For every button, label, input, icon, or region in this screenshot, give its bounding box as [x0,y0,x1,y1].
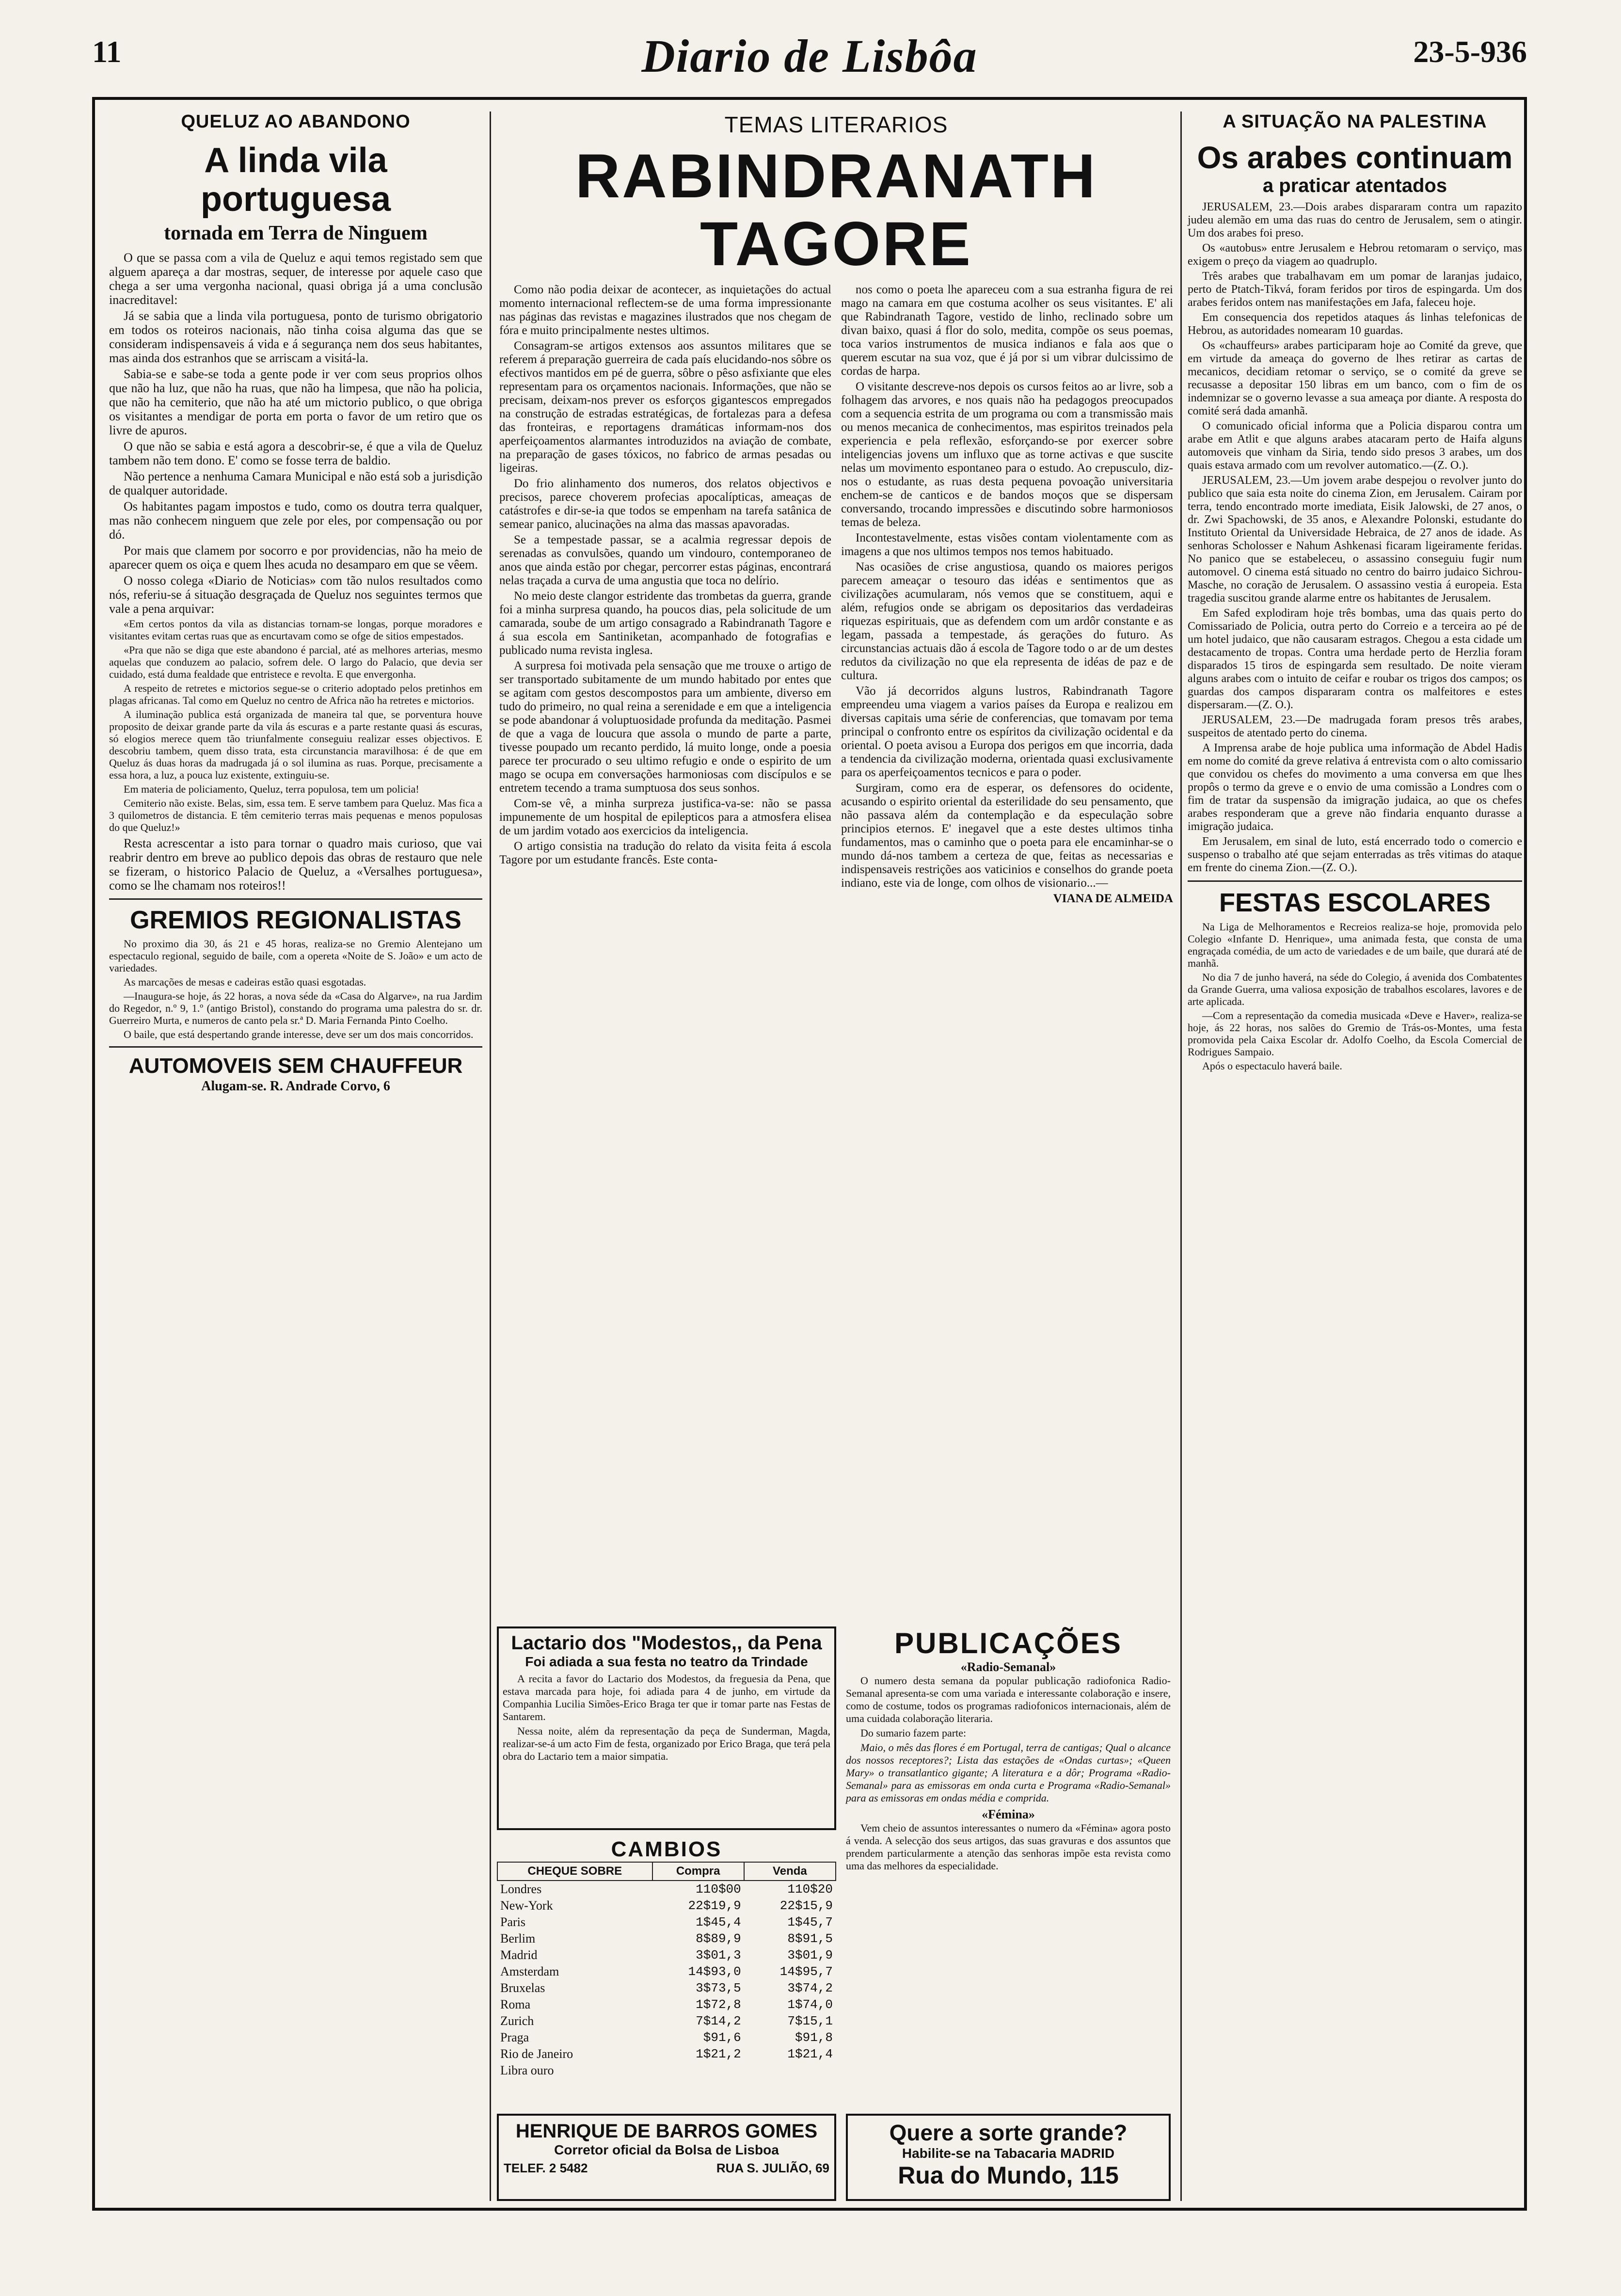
article-subheadline: tornada em Terra de Ninguem [164,222,428,244]
currency-name: Berlim [500,1931,536,1945]
currency-name: Rio de Janeiro [500,2047,573,2061]
paragraph: Consagram-se artigos extensos aos assuntos militares que se referem á preparação guerreira de cada país elucidando-nos sôbre os efectivos mantidos em pé de guerra, sôbre o pêso asfixiante que eles representam para os orçamentos nacionais. Informações, que não se precisam, deixam-nos prever os esforços gigantescos empregados na construção de estradas estratégicas, de fortalezas para a defesa das fronteiras, e reportagens dramáticas informam-nos dos aperfeiçoamentos alarmantes introduzidos na aviação de combate, na preparação de gases tóxicos, no fabrico de armas pesadas ou ligeiras. [499,339,831,475]
paragraph: Incontestavelmente, estas visões contam violentamente com as imagens a que nos ultimos tempos nos temos habituado. [841,531,1173,558]
paragraph: O artigo consistia na tradução do relato da visita feita á escola Tagore por um estudante francês. Este conta- [499,840,831,866]
article-column-2 [841,283,1173,908]
buy-rate: 1$72,8 [696,1997,741,2012]
buy-rate: 3$73,5 [696,1981,741,1995]
paragraph: Nas ocasiões de crise angustiosa, quando os maiores perigos parecem ameaçar o tesouro das idéas e sentimentos que as civilizações acumularam, nós vemos que se constituem, aqui e além, refugios onde se abrigam os depositarios das verdadeiras riquezas espirituais, que as defendem com um ardôr constante e as legam, passada a tempestade, ás gerações do futuro. As circunstancias actuais dão á escola de Tagore todo o ar de um destes redutos da civilização no que ela representa de idéas de paz e de cultura. [841,560,1173,682]
quote-paragraph: «Pra que não se diga que este abandono é parcial, até as melhores arterias, mesmo aquelas que conduzem ao palacio, sofrem dele. O largo do Palacio, que devia ser cuidado, está duma fealdade que entristece e revolta. E que envergonha. [109,644,482,680]
table-row [497,1963,836,1980]
lactario-subheadline: Foi adiada a sua festa no teatro da Trindade [525,1654,808,1669]
sell-rate: 14$95,7 [779,1964,833,1979]
table-row [497,2046,836,2062]
table-row [497,1947,836,1963]
sell-rate: 8$91,5 [787,1931,833,1946]
palestina-article [1188,112,1522,1074]
article-column-1 [499,283,831,908]
paragraph: A surpresa foi motivada pela sensação que me trouxe o artigo de ser transportado subitamente de um mundo habitado por entes que se agitam com gestos descompostos para um ambiente, diverso em tudo do primeiro, no qual reina a serenidade e em que a inteligencia se pode abandonar á voluptuosidade profunda da meditação. Pasmei de que a vaga de loucura que assola o mundo de parte a parte, tivesse poupado um recanto perdido, lá muito longe, onde a poesia parece ter procurado o seu ultimo refugio e onde o espirito de um mago se ocupa em conversações harmoniosas com discípulos e se entretem tecendo a trama sumptuosa dos seus sonhos. [499,659,831,795]
paragraph: Como não podia deixar de acontecer, as inquietações do actual momento internacional reflectem-se de uma forma impressionante nas páginas das revistas e magazines ilustrados que nos chegam de fóra e muito principalmente nestes ultimos. [499,283,831,337]
article-kicker: A SITUAÇÃO NA PALESTINA [1223,112,1487,132]
table-row [497,1914,836,1930]
quote-paragraph: Em materia de policiamento, Queluz, terra populosa, tem um policia! [124,783,419,795]
article-body [1188,201,1522,875]
masthead [92,29,1527,87]
barros-gomes-ad [497,2114,836,2201]
sell-rate: $91,8 [795,2030,833,2045]
sell-rate [744,2062,836,2079]
section-divider [109,1046,482,1048]
buy-rate: 110$00 [696,1882,741,1897]
currency-name: Madrid [500,1948,538,1962]
issue-date: 23-5-936 [1413,34,1527,69]
gremios-body [109,938,482,1040]
lottery-ad-line: Habilite-se na Tabacaria MADRID [902,2146,1115,2161]
article-quote [109,618,482,833]
column-rule [1180,112,1182,2201]
newspaper-title: Diario de Lisbôa [641,30,978,82]
paragraph: A recita a favor do Lactario dos Modestos, da freguesia da Pena, que estava marcada para hoje, foi adiada para 4 de junho, em virtude da Companhia Lucilia Simões-Erico Braga ter que ir tomar parte nas Festas de Santarem. [503,1673,830,1722]
sell-rate: 1$45,7 [787,1915,833,1929]
cambios-table [497,1862,836,2079]
paragraph: Vão já decorridos alguns lustros, Rabindranath Tagore empreendeu uma viagem a varios países da Europa e realizou em diversas capitais uma série de conferencias, que tomavam por tema principal o confronto entre os espíritos da civilização ocidental e da oriental. O poeta avisou a Europa dos perigos em que incorria, dada a tendencia da civilização moderna, orientada quasi exclusivamente para os aperfeiçoamentos tecnicos e para o poder. [841,685,1173,779]
lactario-body [503,1673,830,1763]
table-row [497,2013,836,2029]
broker-address: RUA S. JULIÃO, 69 [716,2161,829,2175]
paragraph: Os «autobus» entre Jerusalem e Hebrou retomaram o serviço, mas exigem o preço da viagem ao quadruplo. [1188,242,1522,268]
article-author: VIANA DE ALMEIDA [1053,892,1173,905]
quote-paragraph: A iluminação publica está organizada de maneira tal que, se porventura houve proposito de deixar grande parte da vila ás escuras e a parte restante quasi ás escuras, só elogios merece quem tão triunfalmente conseguiu realizar esses objectivos. E descobriu tambem, quem disso trata, esta circunstancia maravilhosa: é de que em Queluz ás duas horas da madrugada já o sol ilumina as ruas. Porque, precisamente a essa hora, a luz, a pouca luz existente, extinguiu-se. [109,708,482,781]
radio-semanal-subhead: «Radio-Semanal» [960,1660,1056,1674]
article-closing [109,836,482,893]
table-row [497,1980,836,1996]
sell-rate: 1$74,0 [787,1997,833,2012]
paragraph: O visitante descreve-nos depois os cursos feitos ao ar livre, sob a folhagem das arvores, e nos quais não ha pedagogos preocupados com a sequencia estrita de um programa ou com a transmissão mais ou menos mecanica de conhecimentos, mas espiritos treinados pela experiencia e pela reflexão, esforçando-se por exercer sobre inteligencias jovens um influxo que as torne activas e que suscite nelas um movimento espontaneo para o estudo. Ao crepusculo, diz-nos o estudante, as ruas desta pequena povoação universitaria enchem-se de canticos e de bandos moços que se dispersam conversando, trocando impressões e discutindo sobre harmoniosos temas de beleza. [841,380,1173,529]
column-header: Venda [744,1862,836,1881]
paragraph: O nosso colega «Diario de Noticias» com tão nulos resultados como nós, referiu-se á situação desgraçada de Queluz nos seguintes termos que vale a pena arquivar: [109,574,482,616]
currency-name: Roma [500,1997,531,2011]
table-row [497,2029,836,2046]
sell-rate: 110$20 [787,1882,833,1897]
paragraph: JERUSALEM, 23.—Um jovem arabe despejou o revolver junto do publico que saia esta noite do cinema Zion, em Jerusalem. Cairam por terra, tendo encontrado morte imediata, Eisik Jalowski, de 27 anos, o dr. Zwi Spachowski, de 35 anos, e Alexandre Polonski, estudante do Instituto Oriental da Universidade Hebraica, de 27 anos de idade. As senhoras Scholosser e Nahum Ashkenasi ficaram ligeiramente feridas. No panico que se estabeleceu, o assassino conseguiu fugir num automovel. O cinema está situado no centro do bairro judaico Sichrou-Masche, no coração de Jerusalem. O assassino vestia á europeia. Esta tragedia suscitou grande alarme entre os habitantes de Jerusalem. [1188,474,1522,605]
paragraph: Do sumario fazem parte: [860,1727,967,1739]
buy-rate: 7$14,2 [696,2014,741,2028]
article-headline: Os arabes continuam [1197,140,1513,175]
page-number: 11 [92,34,122,69]
article-kicker: QUELUZ AO ABANDONO [181,112,411,132]
broker-name: HENRIQUE DE BARROS GOMES [515,2121,818,2142]
festas-headline: FESTAS ESCOLARES [1219,888,1491,917]
buy-rate: 8$89,9 [696,1931,741,1946]
cambios-headline: CAMBIOS [611,1837,722,1861]
gremios-headline: GREMIOS REGIONALISTAS [130,906,461,934]
paragraph: JERUSALEM, 23.—Dois arabes dispararam contra um rapazito judeu alemão em uma das ruas do centro de Jerusalem, sem o atingir. Um dos arabes foi preso. [1188,201,1522,239]
paragraph: —Com a representação da comedia musicada «Deve e Haver», realiza-se hoje, ás 22 horas, nos salões do Gremio de Trás-os-Montes, uma festa promovida pela Caixa Escolar dr. Adolfo Coelho, da Escola Comercial de Rodrigues Sampaio. [1188,1009,1522,1058]
lottery-ad-headline: Quere a sorte grande? [889,2120,1128,2145]
cambios-table-block [497,1837,836,2079]
tagore-article [499,112,1173,908]
paragraph: Se a tempestade passar, se a acalmia regressar depois de serenadas as convulsões, quando um vindouro, contemporaneo de anos que ainda estão por chegar, percorrer estas páginas, encontrará nelas traçada a curva de uma angustia que toca no delírio. [499,533,831,587]
currency-name: Libra ouro [500,2063,554,2077]
paragraph: Surgiram, como era de esperar, os defensores do ocidente, acusando o espirito oriental da esterilidade do seu pensamento, que não passava além da contemplação e da especulação sobre principios eternos. E' inegavel que a este destes ultimos tinha fundamentos, mas o caminho que o poeta para ele encaminhar-se o mundo dá-nos tambem a certeza de que, feitas as necessarias e indispensaveis restrições aos vaticinios e conselhos do grande poeta indiano, este via de longe, com olhos de visionario...— [841,781,1173,890]
paragraph: No meio deste clangor estridente das trombetas da guerra, grande foi a minha surpresa quando, ha poucos dias, pela solicitude de um camarada, soube de um artigo consagrado a Rabindranath Tagore e á sua escola em Santiniketan, acompanhado de fotografias e publicado numa revista inglesa. [499,590,831,657]
paragraph: No proximo dia 30, ás 21 e 45 horas, realiza-se no Gremio Alentejano um espectaculo regional, seguido de baile, com a opereta «Noite de S. João» e um acto de variedades. [109,938,482,974]
buy-rate: 14$93,0 [688,1964,741,1979]
buy-rate: 22$19,9 [688,1898,741,1913]
paragraph: Na Liga de Melhoramentos e Recreios realiza-se hoje, promovida pelo Colegio «Infante D. Henrique», uma animada festa, que consta de uma engraçada comédia, de um acto de variedades e de um baile, que durará até de manhã. [1188,921,1522,969]
paragraph: Três arabes que trabalhavam em um pomar de laranjas judaico, perto de Ptatch-Tikvá, foram feridos por tiros de espingarda. Um dos arabes feridos ontem nas manifestações em Jafa, faleceu hoje. [1188,270,1522,309]
paragraph: O baile, que está despertando grande interesse, deve ser um dos mais concorridos. [124,1028,474,1040]
automoveis-ad-headline: AUTOMOVEIS SEM CHAUFFEUR [128,1054,463,1078]
paragraph: Os habitantes pagam impostos e tudo, como os doutra terra qualquer, mas não conhecem ninguem que zele por eles, por compensação ou por dó. [109,499,482,542]
paragraph: O numero desta semana da popular publicação radiofonica Radio-Semanal apresenta-se com uma variada e interessante colaboração e insere, como de costume, todos os programas radiofonicos internacionais, além de uma cuidada colaboração literaria. [846,1674,1171,1724]
sorte-grande-ad [846,2114,1171,2201]
table-row [497,1881,836,1897]
paragraph: nos como o poeta lhe apareceu com a sua estranha figura de rei mago na camara em que costuma acolher os seus visitantes. E' ali que Rabindranath Tagore, vestido de linho, reclinado sobre um divan baixo, quasi á flor do solo, medita, compõe os seus poemas, toca varios instrumentos de musica indianos e fala aos que o querem escutar na sua voz, que é já por si um vibrar dulcissimo de cordas de harpa. [841,283,1173,378]
automoveis-ad-line: Alugam-se. R. Andrade Corvo, 6 [201,1079,390,1094]
lottery-ad-address: Rua do Mundo, 115 [898,2162,1119,2189]
paragraph: O que se passa com a vila de Queluz e aqui temos registado sem que alguem apareça a dar mostras, sequer, de interesse por aquele caso que chega a ser uma vergonha nacional, quasi obriga já a uma conclusão inacreditavel: [109,251,482,307]
paragraph: JERUSALEM, 23.—De madrugada foram presos três arabes, suspeitos de atentado perto do cinema. [1188,714,1522,739]
article-kicker: TEMAS LITERARIOS [724,112,948,137]
paragraph: Sabia-se e sabe-se toda a gente pode ir ver com seus proprios olhos que não ha luz, que não ha ruas, que não ha limpesa, que não ha policia, que não ha cemiterio, que não ha até um mictorio publico, o que obriga os visitantes a mendigar de porta em porta o favor de um retiro que os livre de apuros. [109,367,482,437]
table-row [497,1897,836,1914]
paragraph: Em consequencia dos repetidos ataques ás linhas telefonicas de Hebrou, as autoridades nomearam 10 guardas. [1188,311,1522,337]
broker-phone: TELEF. 2 5482 [504,2161,588,2175]
sell-rate: 7$15,1 [787,2014,833,2028]
paragraph: Nessa noite, além da representação da peça de Sunderman, Magda, realizar-se-á um acto Fim de festa, organizado por Erico Braga, que terá pela obra do Lactario tem a maior simpatia. [503,1725,830,1762]
paragraph: Por mais que clamem por socorro e por providencias, não ha meio de aparecer quem os oiça e quem lhes acuda no desamparo em que se vêem. [109,543,482,572]
article-headline: A linda vila portuguesa [200,141,391,219]
sell-rate: 3$74,2 [787,1981,833,1995]
table-row [497,2062,836,2079]
article-body [109,251,482,616]
broker-title: Corretor oficial da Bolsa de Lisboa [554,2142,779,2157]
table-row [497,1996,836,2013]
paragraph: Vem cheio de assuntos interessantes o numero da «Fémina» agora posto á venda. A selecção dos seus artigos, das suas gravuras e dos assuntos que prendem particularmente a atenção das senhoras impõe esta revista como uma das melhores da especialidade. [846,1822,1171,1872]
paragraph: Em Jerusalem, em sinal de luto, está encerrado todo o comercio e suspenso o trabalho até que sejam enterradas as três vitimas do ataque em frente do cinema Zion.—(Z. O.). [1188,835,1522,874]
buy-rate [652,2062,744,2079]
sell-rate: 22$15,9 [779,1898,833,1913]
sell-rate: 1$21,4 [787,2047,833,2061]
column-header: CHEQUE SOBRE [497,1862,652,1881]
paragraph: Com-se vê, a minha surpreza justifica-va-se: não se passa impunemente de um hospital de epilepticos para a atmosfera elisea de um jardim votado aos exercicios da inteligencia. [499,797,831,837]
paragraph: Maio, o mês das flores é em Portugal, terra de cantigas; Qual o alcance dos nossos receptores?; Lista das estações de «Ondas curtas»; «Queen Mary» o transatlantico gigante; A literatura e a dôr; Programa «Radio-Semanal» para as emissoras em onda curta e Programa «Radio-Semanal» para as emissoras em ondas média e comprida. [846,1741,1171,1804]
queluz-article [109,112,482,1094]
paragraph: Em Safed explodiram hoje três bombas, uma das quais perto do Comissariado de Policia, outra perto do Correio e a terceira ao pé de um hotel judaico, que não causaram estragos. Chegou a esta cidade um destacamento de tropas. Contra uma herdade perto de Herzlia foram disparados 15 tiros de espingarda sem resultado. De noite vieram alguns arabes com o intuito de ceifar e roubar os trigos dos campos; os guardas dos campos dispararam contra os malfeitores e estes dispersaram.—(Z. O.). [1188,607,1522,711]
paragraph: Os «chauffeurs» arabes participaram hoje ao Comité da greve, que em virtude da ameaça do governo de lhes retirar as cartas de mecanicos, decidiam retomar o serviço, se o comité da greve se recusasse a depositar 150 libras em um banco, com o fim de os indemnizar se o governo levasse a sua ameaça por diante. A resposta do comité será dada amanhã. [1188,339,1522,417]
paragraph: —Inaugura-se hoje, ás 22 horas, a nova séde da «Casa do Algarve», na rua Jardim do Regedor, n.º 9, 1.º (antigo Bristol), constando do programa uma palestra do sr. dr. Guerreiro Murta, e numeros de canto pela sr.ª D. Maria Fernanda Pinto Coelho. [109,990,482,1026]
publicacoes-section [846,1626,1171,1874]
currency-name: Paris [500,1915,525,1929]
quote-paragraph: Cemiterio não existe. Belas, sim, essa tem. E serve tambem para Queluz. Mas fica a 3 quilometros de distancia. E têm cemiterio terras mais pequenas e menos populosas do que Queluz!» [109,797,482,833]
lactario-headline: Lactario dos "Modestos,, da Pena [511,1632,822,1654]
quote-paragraph: «Em certos pontos da vila as distancias tornam-se longas, porque moradores e visitantes evitam certas ruas que as encurtavam como se ofge de sitios empestados. [109,618,482,642]
lactario-notice [497,1626,836,1830]
section-divider [1188,880,1522,882]
publicacoes-headline: PUBLICAÇÕES [894,1627,1122,1659]
radio-semanal-body [846,1674,1171,1804]
femina-subhead: «Fémina» [982,1807,1035,1821]
paragraph: Já se sabia que a linda vila portuguesa, ponto de turismo obrigatorio em todos os roteiros nacionais, não tinha coisa alguma das que se consideram indispensaveis á vida e á segurança nem dos seus habitantes, mas ainda dos estranhos que se arriscam a visitá-la. [109,309,482,365]
paragraph: O comunicado oficial informa que a Policia disparou contra um arabe em Atlit e que alguns arabes atacaram perto de Haifa alguns automoveis que vinham da Siria, tendo sido presos 3 arabes, um dos quais estava armado com um revolver automatico.—(Z. O.). [1188,420,1522,472]
buy-rate: 1$45,4 [696,1915,741,1929]
sell-rate: 3$01,9 [787,1948,833,1962]
table-row [497,1930,836,1947]
currency-name: Praga [500,2030,529,2044]
paragraph: Após o espectaculo haverá baile. [1202,1060,1342,1072]
paragraph: Não pertence a nenhuma Camara Municipal e não está sob a jurisdição de qualquer autoridade. [109,469,482,497]
article-subheadline: a praticar atentados [1262,175,1447,196]
paragraph: Resta acrescentar a isto para tornar o quadro mais curioso, que vai reabrir dentro em breve ao publico depois das obras de restauro que nele se fizeram, o historico Palacio de Queluz, a «Versalhes portuguesa», como se lhe chamam nos roteiros!! [109,836,482,893]
currency-name: Londres [500,1882,542,1896]
currency-name: Amsterdam [500,1964,559,1978]
article-columns [499,283,1173,908]
section-divider [109,898,482,900]
buy-rate: 3$01,3 [696,1948,741,1962]
currency-name: Bruxelas [500,1981,545,1995]
femina-body [846,1822,1171,1872]
paragraph: A Imprensa arabe de hoje publica uma informação de Abdel Hadis em nome do comité da greve relativa á entrevista com o alto comissario que convidou os chefes do movimento a uma conversa em que lhes propôs o termo da greve e o envio de uma comissão a Londres com o fim de tratar da suspensão da imigração judaica, ao que os chefes arabes responderam que a greve não findaria enquanto durasse a imigração judaica. [1188,742,1522,833]
paragraph: O que não se sabia e está agora a descobrir-se, é que a vila de Queluz tambem não tem dono. E' como se fosse terra de baldio. [109,439,482,467]
buy-rate: 1$21,2 [696,2047,741,2061]
article-headline: RABINDRANATH TAGORE [575,142,1097,279]
currency-name: New-York [500,1898,553,1913]
paragraph: Do frio alinhamento dos numeros, dos relatos objectivos e precisos, parece choverem profecias apocalípticas, ameaças de catástrofes e dir-se-ia que todos se empenham na tarefa satânica de semear panico, alucinações na alma das massas apavoradas. [499,477,831,531]
paragraph: No dia 7 de junho haverá, na séde do Colegio, á avenida dos Combatentes da Grande Guerra, uma valiosa exposição de trabalhos escolares, lavores e de arte aplicada. [1188,971,1522,1007]
festas-body [1188,921,1522,1072]
paragraph: As marcações de mesas e cadeiras estão quasi esgotadas. [124,976,366,988]
buy-rate: $91,6 [703,2030,741,2045]
quote-paragraph: A respeito de retretes e mictorios segue-se o criterio adoptado pelos pretinhos em plagas africanas. Tal como em Queluz no centro de Africa não ha retretes e mictorios. [109,682,482,706]
column-rule [490,112,491,2201]
column-header: Compra [652,1862,744,1881]
currency-name: Zurich [500,2014,534,2028]
